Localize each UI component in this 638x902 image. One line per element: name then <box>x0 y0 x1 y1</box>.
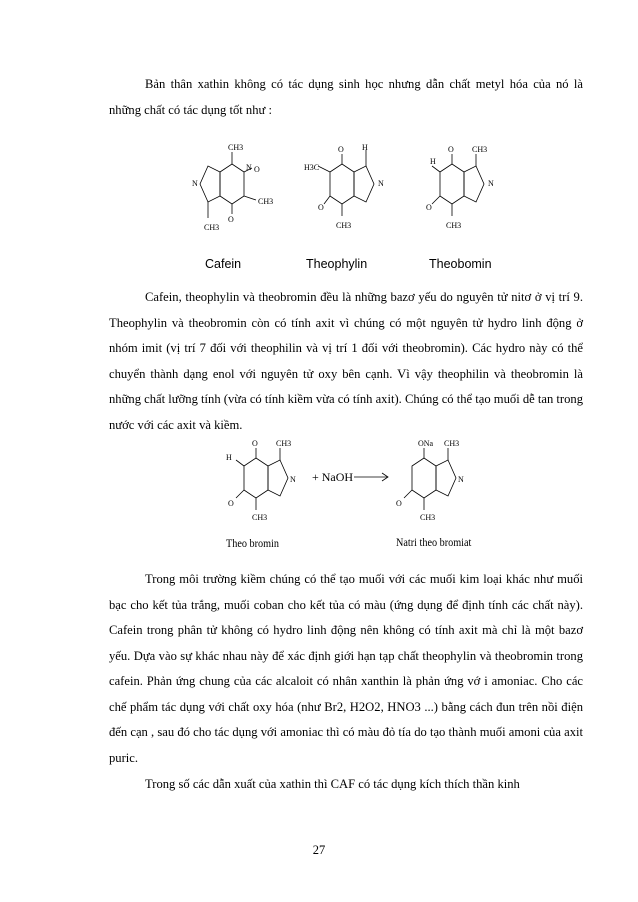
cafein-structure <box>200 152 256 218</box>
paragraph-reactions-text: Trong môi trường kiềm chúng có thể tạo muối với các muối kim loại khác như muối bạc cho kết tủa trắng, muối coban cho kết tủa có màu (ứng dụng để định tính các chất này). Cafein trong phân tử không có hydro linh động nên không có tính axit mà chỉ là một bazơ yếu. Dựa vào sự khác nhau này để xác định giới hạn tạp chất theophylin và theobromin trong cafein. Phản ứng chung của các alcaloit có nhân xanthin là phản ứng vớ i amoniac. Cho các chế phẩm tác dụng với chất oxy hóa (như Br2, H2O2, HNO3 ...) bằng cách đun trên nồi điện đến cạn , sau đó cho tác dụng với amoniac thì có màu đỏ tía do tạo thành muối amoni của axit puric. <box>109 572 583 765</box>
svg-text:O: O <box>338 145 344 154</box>
paragraph-properties-text: Cafein, theophylin và theobromin đều là những bazơ yếu do nguyên tử nitơ ở vị trí 9. Theophylin và theobromin còn có tính axit vì chúng có một nguyên tử hydro linh động ở nhóm imit (vị trí 7 đối với theophilin và vị trí 1 đối với theobromin). Các hydro này có thể chuyển thành dạng enol với nguyên tử oxy bên cạnh. Vì vậy theophilin và theobromin là những chất lưỡng tính (vừa có tính kiềm vừa có tính axit). Chúng có thể tạo muối dễ tan trong nước với các axit và kiềm. <box>109 290 583 432</box>
svg-text:CH3: CH3 <box>228 143 244 152</box>
paragraph-caf-text: Trong số các dẫn xuất của xathin thì CAF có tác dụng kích thích thần kinh <box>145 777 520 791</box>
svg-text:H: H <box>226 453 232 462</box>
svg-text:CH3: CH3 <box>444 440 460 448</box>
svg-text:H: H <box>430 157 436 166</box>
cafein-label: Cafein <box>205 257 242 271</box>
svg-text:ONa: ONa <box>418 440 434 448</box>
natri-theo-bromiat-label: Natri theo bromiat <box>396 535 472 549</box>
svg-text:N: N <box>246 163 252 172</box>
svg-text:O: O <box>318 203 324 212</box>
reagent-label: + NaOH <box>312 470 354 484</box>
page-number: 27 <box>312 843 326 857</box>
svg-text:N: N <box>378 179 384 188</box>
svg-text:O: O <box>426 203 432 212</box>
svg-text:CH3: CH3 <box>420 513 436 522</box>
svg-text:N: N <box>488 179 494 188</box>
paragraph-properties <box>109 285 583 438</box>
svg-text:CH3: CH3 <box>204 223 220 232</box>
theo-bromin-label: Theo bromin <box>226 536 279 550</box>
theobomin-label: Theobomin <box>429 257 492 271</box>
natri-theobromiat-product <box>404 448 456 510</box>
theobromin-structure <box>432 154 484 216</box>
paragraph-reactions <box>109 567 583 771</box>
svg-text:N: N <box>290 475 296 484</box>
svg-text:N: N <box>458 475 464 484</box>
svg-text:O: O <box>396 499 402 508</box>
reaction-figure <box>222 440 482 530</box>
svg-text:N: N <box>192 179 198 188</box>
paragraph-intro-text: Bản thân xathin không có tác dụng sinh học nhưng dẫn chất metyl hóa của nó là những chất có tác dụng tốt như : <box>109 77 583 117</box>
svg-text:H3C: H3C <box>304 163 320 172</box>
svg-text:O: O <box>254 165 260 174</box>
svg-text:CH3: CH3 <box>336 221 352 230</box>
svg-text:O: O <box>252 440 258 448</box>
svg-text:CH3: CH3 <box>276 440 292 448</box>
theophylin-structure <box>318 150 374 216</box>
svg-text:O: O <box>228 499 234 508</box>
paragraph-caf <box>109 772 583 798</box>
svg-text:H: H <box>362 143 368 152</box>
xanthine-derivatives-figure <box>190 142 520 242</box>
paragraph-intro <box>109 72 583 123</box>
svg-text:CH3: CH3 <box>258 197 274 206</box>
svg-text:O: O <box>228 215 234 224</box>
theobromin-reactant <box>236 448 288 510</box>
svg-text:O: O <box>448 145 454 154</box>
svg-text:CH3: CH3 <box>446 221 462 230</box>
svg-text:CH3: CH3 <box>472 145 488 154</box>
theophylin-label: Theophylin <box>306 257 368 271</box>
svg-text:CH3: CH3 <box>252 513 268 522</box>
